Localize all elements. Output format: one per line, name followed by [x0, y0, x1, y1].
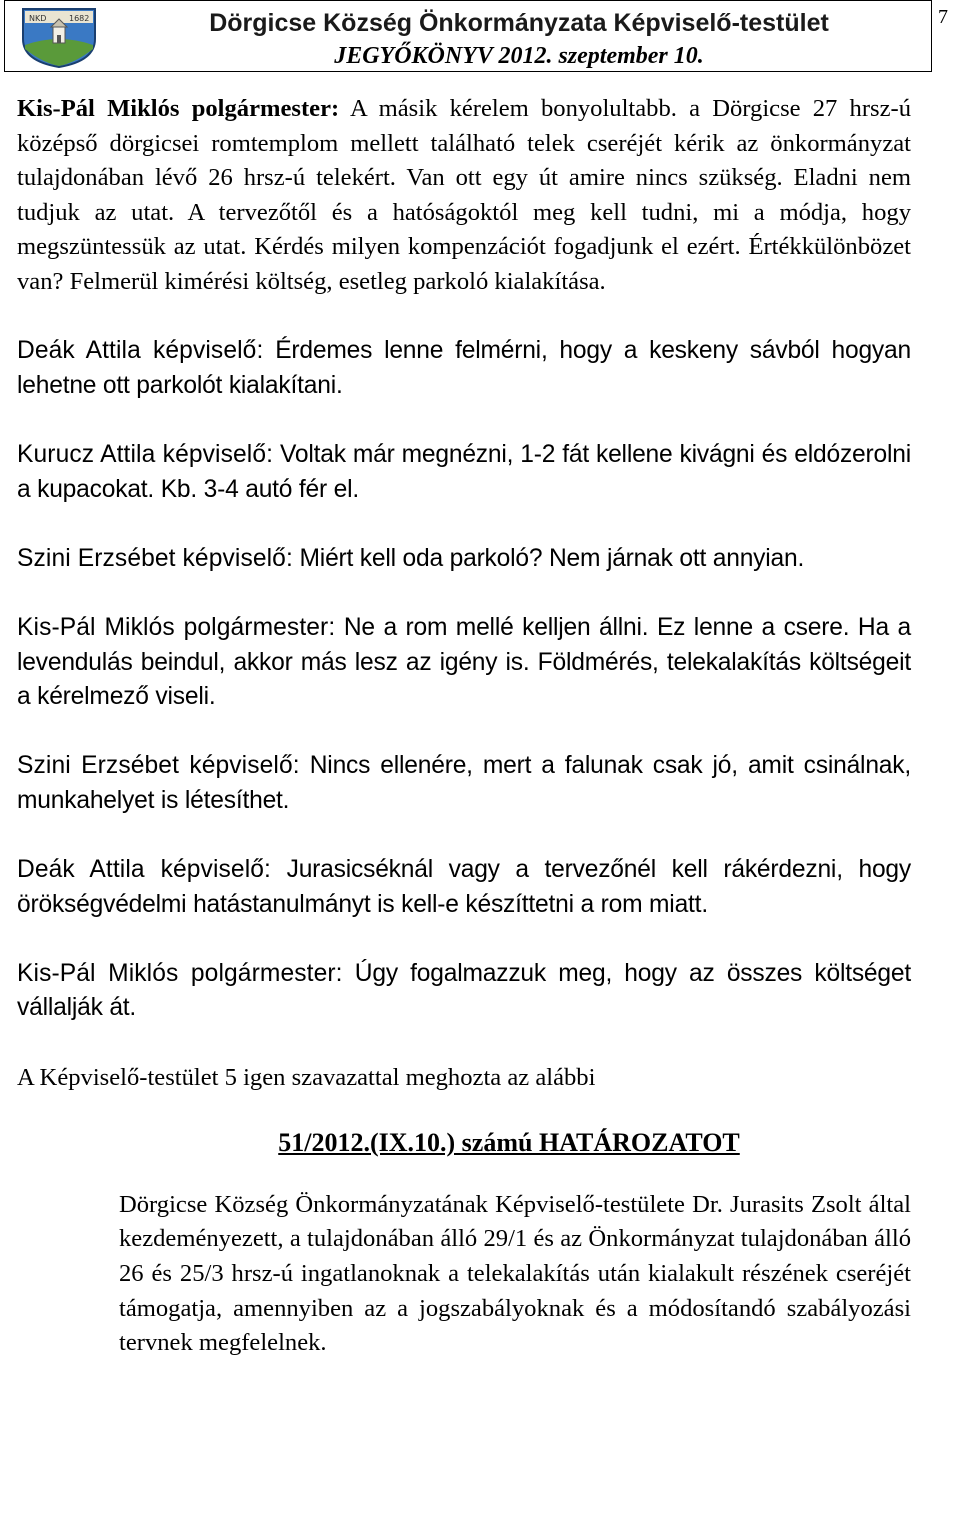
speaker-label: Kis-Pál Miklós polgármester: — [17, 95, 340, 122]
speech-text: Ne a rom mellé kelljen állni. Ez lenne a csere. Ha a levendulás beindul, akkor más lesz az igény is. Földmérés, telekalakítás költségeit a kérelmező viseli. — [17, 613, 911, 711]
paragraph — [17, 957, 911, 1026]
speech-text: Jurasicséknál vagy a tervezőnél kell rákérdezni, hogy örökségvédelmi hatástanulmányt is kell-e készíttetni a rom miatt. — [17, 856, 911, 918]
header-subtitle: JEGYŐKÖNYV 2012. szeptember 10. — [334, 43, 704, 69]
paragraph — [17, 334, 911, 403]
coat-of-arms-logo — [15, 5, 103, 69]
document-header — [4, 0, 932, 72]
paragraph — [17, 542, 911, 577]
minutes-body — [17, 92, 911, 1361]
speaker-label: Kis-Pál Miklós polgármester: — [17, 613, 336, 641]
speaker-label: Kis-Pál Miklós polgármester: — [17, 959, 343, 987]
speech-text: Úgy fogalmazzuk meg, hogy az összes költséget vállalják át. — [17, 959, 912, 1022]
speech-text: A másik kérelem bonyolultabb. a Dörgicse 27 hrsz-ú középső dörgicsei romtemplom mellett található telek cseréjét kérik az önkormányzat tulajdonában lévő 26 hrsz-ú telekért. Van ott egy út amire nincs szükség. Eladni nem tudjuk az utat. A tervezőtől és a hatóságoktól meg kell tudni, mi a módja, hogy megszüntessük az utat. Kérdés milyen kompenzációt fogadjunk el ezért. Értékkülönbözet van? Felmerül kimérési költség, esetleg parkoló kialakítása. — [17, 95, 911, 295]
speech-text: Miért kell oda parkoló? Nem járnak ott annyian. — [292, 544, 805, 572]
speaker-label: Deák Attila képviselő: — [17, 337, 264, 365]
resolution-body: Dörgicse Község Önkormányzatának Képviselő-testülete Dr. Jurasits Zsolt által kezdeményezett, a tulajdonában álló 29/1 és az Önkormányzat tulajdonában álló 26 és 25/3 hrsz-ú ingatlanoknak a telekalakítás után kialakult részének cseréjét támogatja, amennyiben az a jogszabályoknak és a módosítandó szabályozási tervnek megfelelnek. — [119, 1190, 911, 1357]
paragraph — [17, 92, 911, 300]
paragraph — [17, 853, 911, 922]
speaker-label: Kurucz Attila képviselő: — [17, 440, 274, 468]
header-title: Dörgicse Község Önkormányzata Képviselő-testület — [209, 9, 829, 37]
speaker-label: Szini Erzsébet képviselő: — [17, 752, 300, 780]
paragraph — [17, 749, 911, 818]
svg-text:NKD: NKD — [29, 14, 47, 23]
resolution-title: 51/2012.(IX.10.) számú HATÁROZATOT — [278, 1127, 740, 1157]
speaker-label: Szini Erzsébet képviselő: — [17, 544, 293, 572]
speech-text: Voltak már megnézni, 1-2 fát kellene kivágni és eldózerolni a kupacokat. Kb. 3-4 autó fér el. — [17, 440, 912, 503]
paragraph — [17, 438, 911, 507]
speaker-label: Deák Attila képviselő: — [17, 856, 271, 884]
paragraph — [17, 611, 911, 715]
vote-statement: A Képviselő-testület 5 igen szavazattal meghozta az alábbi — [17, 1063, 596, 1091]
speech-text: Érdemes lenne felmérni, hogy a keskeny sávból hogyan lehetne ott parkolót kialakítani. — [17, 337, 911, 399]
page-number: 7 — [938, 6, 948, 28]
svg-text:1682: 1682 — [69, 14, 90, 23]
speech-text: Nincs ellenére, mert a falunak csak jó, amit csinálnak, munkahelyet is létesíthet. — [17, 752, 912, 814]
